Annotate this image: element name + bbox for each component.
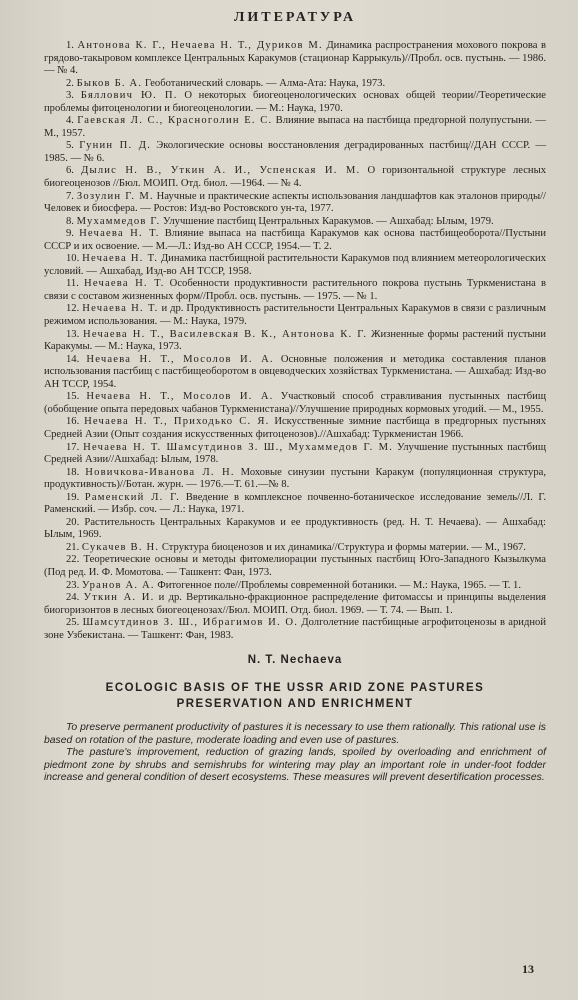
reference-text: Структура биоценозов и их динамика//Структура и формы материи. — М., 1967.	[159, 541, 526, 553]
reference-item	[44, 191, 546, 216]
reference-author: Нечаева Н. Т.	[82, 303, 159, 315]
reference-author: Антонова К. Г., Нечаева Н. Т., Дуриков М.	[77, 40, 323, 51]
reference-item	[44, 140, 546, 165]
english-abstract	[44, 722, 546, 785]
reference-author: Новичкова-Иванова Л. Н.	[85, 466, 235, 478]
reference-number: 7.	[66, 190, 74, 202]
reference-number: 8.	[66, 215, 74, 227]
page-number: 13	[522, 962, 534, 976]
reference-author: Уткин А. И.	[83, 592, 155, 604]
reference-author: Нечаева Н. Т.	[83, 278, 165, 290]
reference-author: Нечаева Н. Т., Мосолов И. А.	[86, 391, 274, 403]
reference-number: 13.	[66, 328, 80, 340]
reference-text: Введение в комплексное почвенно-ботаническое исследование земель//Л. Г. Раменский. — Избр. соч. — Л.: Наука, 1971.	[44, 491, 546, 516]
reference-item	[44, 216, 546, 229]
reference-text: Экологические основы восстановления деградированных пастбищ//ДАН СССР. — 1985. — № 6.	[44, 140, 546, 164]
reference-number: 12.	[66, 303, 80, 315]
reference-number: 1.	[66, 40, 74, 51]
reference-author: Мухаммедов Г.	[76, 215, 161, 227]
reference-author: Нечаева Н. Т., Мосолов И. А.	[86, 353, 274, 365]
reference-author: Дылис Н. В., Уткин А. И., Успенская И. М.	[81, 165, 361, 177]
reference-number: 3.	[66, 90, 74, 102]
reference-author: Нечаева Н. Т.	[79, 228, 160, 240]
reference-number: 20.	[66, 516, 80, 528]
reference-number: 19.	[66, 491, 80, 503]
reference-author: Быков Б. А.	[76, 77, 143, 89]
reference-item	[44, 592, 546, 617]
reference-number: 4.	[66, 115, 74, 127]
english-title	[44, 680, 546, 712]
reference-number: 23.	[66, 579, 80, 591]
reference-text: Улучшение пустынных пастбищ Средней Азии//Ашхабад: Ылым, 1978.	[44, 441, 546, 466]
reference-number: 9.	[66, 228, 74, 240]
reference-item	[44, 542, 546, 555]
reference-text: Динамика распространения мохового покрова в грядово-такыровом комплексе Центральных Каракумов (стационар Каррыкуль)//Пробл. осв. пустынь. — 1986. — № 4.	[44, 40, 546, 77]
reference-number: 22.	[66, 554, 80, 566]
reference-item	[44, 492, 546, 517]
reference-author: Уранов А. А.	[81, 579, 155, 591]
reference-author: Нечаева Н. Т., Приходько С. Я.	[84, 416, 270, 428]
english-title-line: ECOLOGIC BASIS OF THE USSR ARID ZONE PASTURES	[105, 682, 485, 695]
reference-number: 14.	[66, 353, 80, 365]
reference-item	[44, 416, 546, 441]
reference-text: Влияние выпаса на пастбища Каракумов как основа пастбищеоборота//Пустыни СССР и их освоение. — М.—Л.: Изд-во АН СССР, 1954.— Т. 2.	[44, 228, 546, 252]
reference-text: Долголетние пастбищные агрофитоценозы в аридной зоне Узбекистана. — Ташкент: Фан, 1983.	[44, 617, 546, 641]
reference-text: Искусственные зимние пастбища в предгорных пустынях Средней Азии (Опыт создания искусственных фитоценозов).//Ашхабад: Туркменистан 1966.	[44, 416, 546, 440]
reference-item	[44, 391, 546, 416]
reference-text: Теоретические основы и методы фитомелиорации пустынных пастбищ Юго-Западного Кызылкума (Под ред. И. Ф. Момотова. — Ташкент: Фан, 1973.	[44, 554, 546, 578]
reference-number: 5.	[66, 140, 74, 152]
reference-author: Нечаева Н. Т.	[82, 253, 159, 265]
reference-item	[44, 278, 546, 303]
reference-number: 2.	[66, 77, 74, 89]
reference-number: 18.	[66, 466, 80, 478]
reference-text: Геоботанический словарь. — Алма-Ата: Наука, 1973.	[142, 77, 386, 89]
reference-item	[44, 78, 546, 91]
reference-number: 10.	[66, 253, 80, 265]
reference-item	[44, 228, 546, 253]
reference-text: Моховые синузии пустыни Каракум (популяционная структура, продуктивность)//Ботан. журн. — 1976.—Т. 61.—№ 8.	[44, 466, 547, 491]
reference-item	[44, 617, 546, 642]
reference-text: Основные положения и методика составления планов использования пастбищ с пастбищеоборотом в овцеводческих хозяйствах Туркменистана. — Ашхабад: Изд-во АН ТССР, 1954.	[44, 353, 547, 390]
reference-text: Жизненные формы растений пустыни Каракумы. — М.: Наука, 1973.	[44, 328, 546, 353]
reference-text: О некоторых биогеоценологических основах общей теории//Теоретические проблемы фитоценологии и биогеоценологии. — М.: Наука, 1970.	[44, 90, 546, 114]
reference-item	[44, 303, 546, 328]
reference-text: и др. Продуктивность растительности Центральных Каракумов в связи с различным режимом использования. — М.: Наука, 1979.	[44, 303, 546, 328]
reference-text: и др. Вертикально-фракционное распределение фитомассы и принципы выделения биогоризонтов в лесных биогеоценозах//Бюл. МОИП. Отд. биол. 1969. — Т. 74. — Вып. 1.	[44, 592, 546, 616]
reference-item	[44, 165, 546, 190]
reference-author: Зозулин Г. М.	[76, 190, 154, 202]
abstract-paragraph: The pasture's improvement, reduction of grazing lands, spoiled by overloading and enrichment of piedmont zone by shrubs and semishrubs for wintering may play an important role in under-foot fodder increase and general condition of desert ecosystems. These measures will prevent desertification processes.	[44, 747, 546, 784]
reference-author: Нечаева Н. Т., Василевская В. К., Антонова К. Г.	[83, 328, 368, 340]
reference-author: Нечаева Н. Т. Шамсутдинов З. Ш., Мухаммедов Г. М.	[83, 441, 394, 453]
reference-item	[44, 467, 546, 492]
references-heading: ЛИТЕРАТУРА	[233, 10, 357, 25]
reference-list	[44, 40, 546, 642]
reference-item	[44, 115, 546, 140]
reference-item	[44, 329, 546, 354]
reference-author: Шамсутдинов З. Ш., Ибрагимов И. О.	[82, 617, 299, 629]
abstract-paragraph: To preserve permanent productivity of pastures it is necessary to use them rationally. This rational use is based on rotation of the pasture, moderate loading and even use of pastures.	[44, 722, 546, 746]
reference-author: Гаевская Л. С., Красноголин Е. С.	[77, 115, 273, 127]
reference-author: Сукачев В. Н.	[81, 541, 160, 553]
reference-number: 21.	[66, 541, 80, 553]
reference-number: 17.	[66, 441, 80, 453]
reference-text: Улучшение пастбищ Центральных Каракумов. — Ашхабад: Ылым, 1979.	[160, 215, 494, 227]
reference-text: Научные и практические аспекты использования ландшафтов как эталонов природы//Человек и биосфера. — Ростов: Изд-во Ростовского ун-та, 1977.	[44, 190, 546, 215]
reference-text: Влияние выпаса на пастбища предгорной полупустыни. — М., 1957.	[44, 115, 546, 139]
reference-number: 15.	[66, 391, 80, 403]
reference-author: Гунин П. Д.	[79, 140, 152, 152]
reference-number: 24.	[66, 592, 80, 604]
reference-item	[44, 354, 546, 392]
reference-text: Фитогенное поле//Проблемы современной ботаники. — М.: Наука, 1965. — Т. 1.	[154, 579, 521, 591]
reference-text: Особенности продуктивности растительного покрова пустынь Туркменистана в связи с составом жизненных форм//Пробл. осв. пустынь. — 1975. — № 1.	[44, 278, 547, 302]
reference-item	[44, 580, 546, 593]
reference-text: Участковый способ стравливания пустынных пастбищ (обобщение опыта передовых чабанов Туркменистана)//Улучшение природных кормовых угодий. — М., 1955.	[44, 391, 546, 415]
reference-number: 6.	[66, 165, 74, 177]
english-title-line: PRESERVATION AND ENRICHMENT	[176, 698, 414, 711]
reference-item	[44, 554, 546, 579]
reference-item	[44, 442, 546, 467]
reference-number: 25.	[66, 617, 80, 629]
reference-number: 11.	[66, 278, 79, 290]
reference-text: Динамика пастбищной растительности Каракумов под влиянием метеорологических условий. — Ашхабад, Изд-во АН ТССР, 1958.	[44, 253, 546, 277]
reference-item	[44, 253, 546, 278]
reference-text: О горизонтальной структуре лесных биогеоценозов //Бюл. МОИП. Отд. биол. —1964. — № 4.	[44, 165, 546, 190]
reference-item	[44, 90, 546, 115]
reference-author: Бяллович Ю. П.	[80, 90, 178, 102]
reference-item	[44, 517, 546, 542]
reference-author: Раменский Л. Г.	[84, 491, 181, 503]
reference-number: 16.	[66, 416, 80, 428]
reference-item	[44, 40, 546, 78]
english-author: N. T. Nechaeva	[247, 654, 343, 667]
reference-text: Растительность Центральных Каракумов и ее продуктивность (ред. Н. Т. Нечаева). — Ашхабад: Ылым, 1969.	[44, 516, 546, 541]
